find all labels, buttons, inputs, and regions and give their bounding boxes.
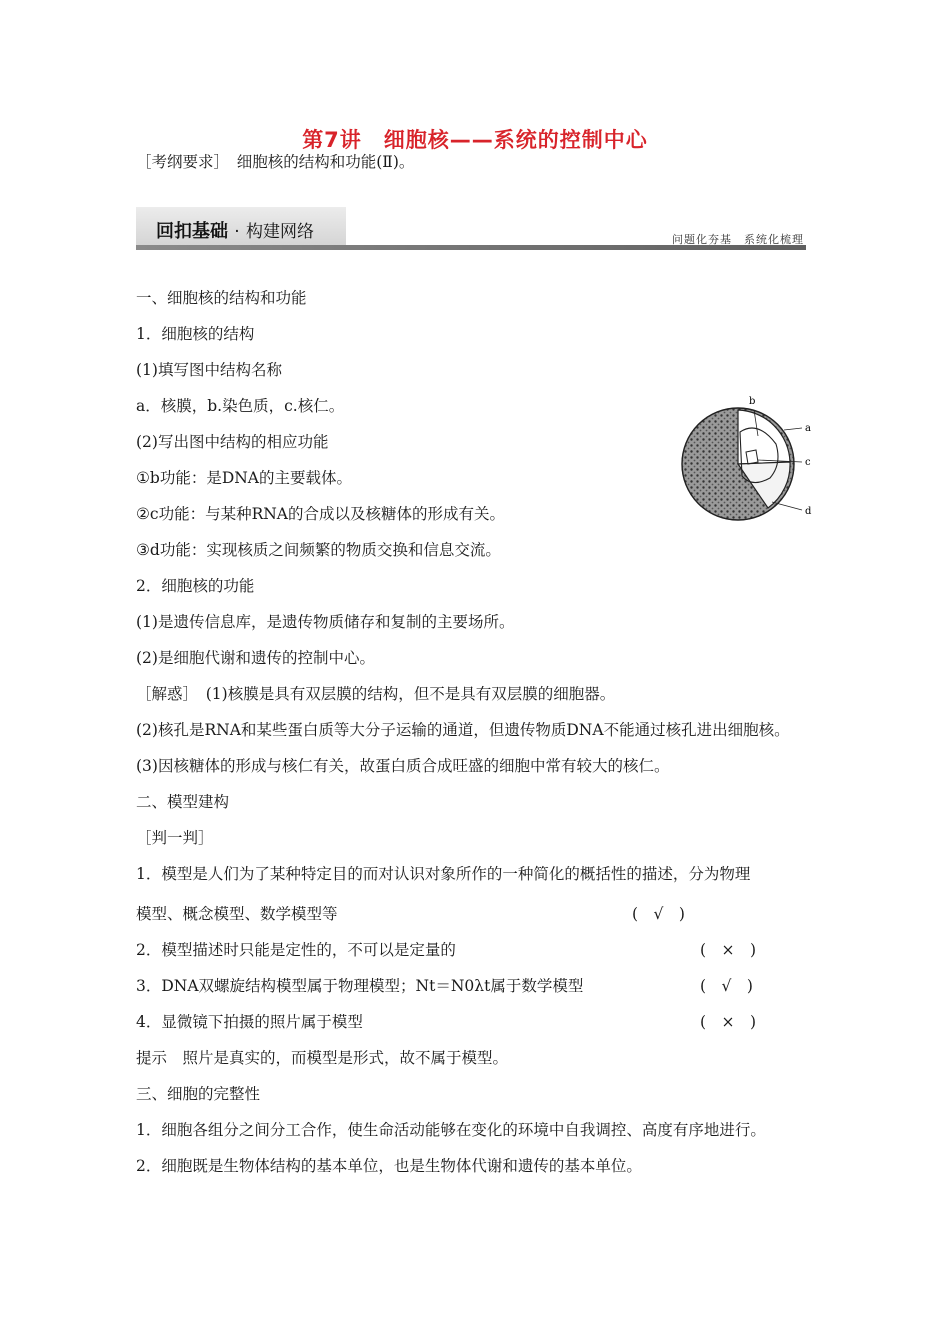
text-line: 4．显微镜下拍摄的照片属于模型 — [136, 1013, 363, 1031]
banner-dot: · — [234, 222, 240, 242]
banner-right-text: 问题化夯基 系统化梳理 — [672, 233, 804, 246]
text-line: 3．DNA双螺旋结构模型属于物理模型；Nt＝N0λt属于数学模型 — [136, 977, 584, 995]
banner-sub: 构建网络 — [245, 222, 314, 242]
text-line: (2)核孔是RNA和某些蛋白质等大分子运输的通道，但遗传物质DNA不能通过核孔进出细胞核。 — [136, 721, 790, 739]
text-line: ［判一判］ — [136, 829, 214, 847]
banner-title — [156, 217, 314, 243]
text-line: a．核膜，b.染色质，c.核仁。 — [136, 397, 345, 415]
text-line: ②c功能：与某种RNA的合成以及核糖体的形成有关。 — [136, 505, 506, 523]
hint-line: 提示 照片是真实的，而模型是形式，故不属于模型。 — [136, 1049, 509, 1067]
text-line: (2)是细胞代谢和遗传的控制中心。 — [136, 649, 375, 667]
label-line-a — [784, 428, 802, 430]
nucleus-diagram — [672, 390, 832, 525]
text-line: 1．细胞各组分之间分工合作，使生命活动能够在变化的环境中自我调控、高度有序地进行。 — [136, 1121, 766, 1139]
text-line: ③d功能：实现核质之间频繁的物质交换和信息交流。 — [136, 541, 501, 559]
text-line: (3)因核糖体的形成与核仁有关，故蛋白质合成旺盛的细胞中常有较大的核仁。 — [136, 757, 670, 775]
label-line-d — [772, 502, 802, 510]
label-a: a — [805, 423, 811, 434]
label-b: b — [749, 396, 756, 407]
judgement-mark: ( × ) — [700, 941, 757, 959]
subsection-heading: 2．细胞核的功能 — [136, 577, 255, 595]
page-title: 第7讲 细胞核——系统的控制中心 — [302, 128, 648, 152]
label-d: d — [805, 506, 812, 517]
judgement-mark: ( × ) — [700, 1013, 757, 1031]
text-line: 2．模型描述时只能是定性的，不可以是定量的 — [136, 941, 456, 959]
text-line: ①b功能：是DNA的主要载体。 — [136, 469, 353, 487]
text-line: 2．细胞既是生物体结构的基本单位，也是生物体代谢和遗传的基本单位。 — [136, 1157, 642, 1175]
banner-main: 回扣基础 — [156, 221, 228, 242]
label-c: c — [805, 457, 811, 468]
judgement-mark: ( √ ) — [700, 977, 753, 995]
section-banner — [136, 207, 806, 253]
text-line: 1．模型是人们为了某种特定目的而对认识对象所作的一种简化的概括性的描述，分为物理 — [136, 865, 751, 883]
section-heading: 三、细胞的完整性 — [136, 1085, 261, 1103]
text-line: 模型、概念模型、数学模型等 — [136, 905, 338, 923]
text-line: (1)是遗传信息库，是遗传物质储存和复制的主要场所。 — [136, 613, 515, 631]
section-heading: 二、模型建构 — [136, 793, 230, 811]
exam-requirement: ［考纲要求］ 细胞核的结构和功能(Ⅱ)。 — [136, 153, 415, 171]
text-line: ［解惑］ (1)核膜是具有双层膜的结构，但不是具有双层膜的细胞器。 — [136, 685, 616, 703]
judgement-mark: ( √ ) — [632, 905, 685, 923]
text-line: (1)填写图中结构名称 — [136, 361, 282, 379]
section-heading: 一、细胞核的结构和功能 — [136, 289, 307, 307]
text-line: (2)写出图中结构的相应功能 — [136, 433, 329, 451]
subsection-heading: 1．细胞核的结构 — [136, 325, 255, 343]
